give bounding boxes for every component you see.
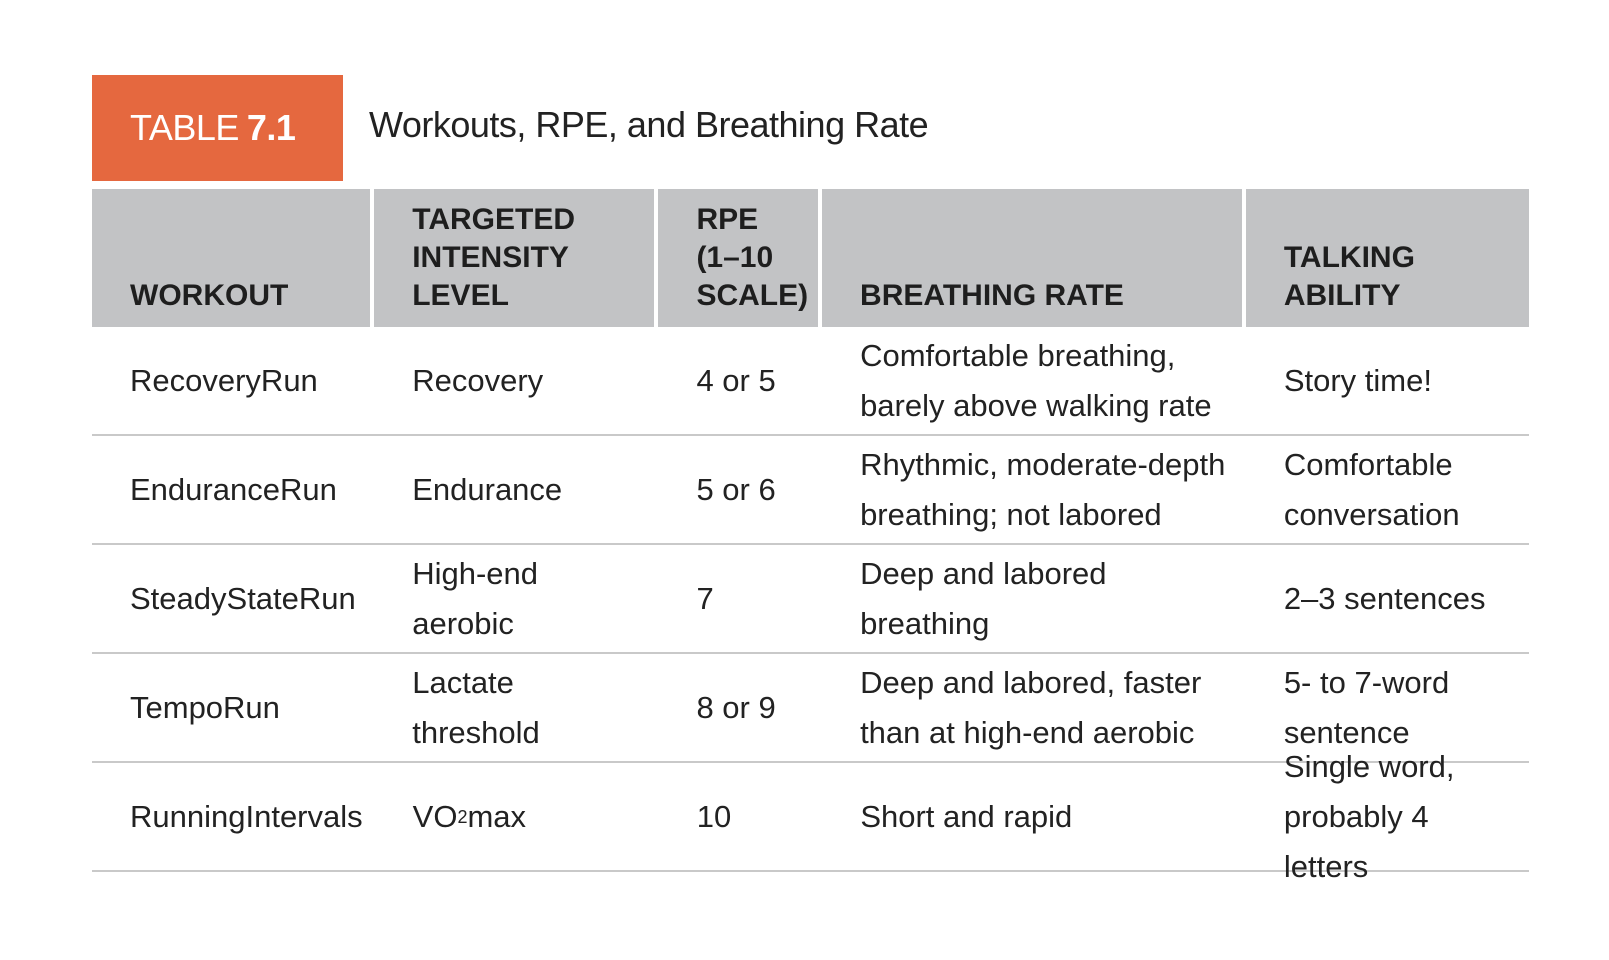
header-breathing-rate: BREATHING RATE (822, 189, 1242, 327)
intensity-suffix: max (467, 798, 527, 834)
cell-workout: EnduranceRun (130, 471, 337, 507)
cell-intensity: Recovery (412, 362, 544, 398)
cell-breathing: Comfortable breathing, barely above walking rate (860, 337, 1212, 423)
cell-breathing: Rhythmic, moderate-depth breathing; not labored (860, 446, 1226, 532)
badge-prefix: TABLE (130, 107, 239, 148)
cell-talking: Story time! (1283, 362, 1432, 398)
table-row (92, 748, 1529, 884)
table-caption: Workouts, RPE, and Breathing Rate (369, 104, 929, 145)
badge-number: 7.1 (246, 107, 296, 148)
cell-talking: 5- to 7-word sentence (1283, 664, 1450, 750)
cell-talking: Single word, probably 4 letters (1283, 748, 1455, 884)
table-row (92, 327, 1529, 436)
cell-talking: 2–3 sentences (1283, 580, 1486, 616)
cell-rpe: 8 or 9 (696, 689, 776, 725)
cell-breathing: Deep and labored breathing (860, 555, 1107, 641)
cell-breathing: Deep and labored, faster than at high-end aerobic (860, 664, 1202, 750)
cell-workout: RunningIntervals (130, 798, 363, 834)
header-talking-ability: TALKING ABILITY (1246, 189, 1529, 327)
cell-rpe: 5 or 6 (696, 471, 776, 507)
intensity-prefix: VO (412, 798, 458, 834)
cell-intensity: Lactate threshold (412, 664, 540, 750)
cell-intensity: High-end aerobic (412, 555, 539, 641)
cell-workout: RecoveryRun (130, 362, 318, 398)
cell-rpe: 7 (696, 580, 714, 616)
table-row (92, 545, 1529, 654)
table-header-row (92, 189, 1529, 327)
cell-breathing: Short and rapid (860, 798, 1073, 834)
cell-workout: SteadyStateRun (130, 580, 356, 616)
workouts-table (92, 189, 1529, 884)
cell-rpe: 10 (696, 798, 732, 834)
header-rpe: RPE (1–10 SCALE) (658, 189, 818, 327)
table-number-badge (92, 75, 343, 181)
cell-intensity: VO 2 max (375, 763, 655, 870)
table-row (92, 436, 1529, 545)
cell-intensity: Endurance (412, 471, 563, 507)
cell-talking: Comfortable conversation (1283, 446, 1460, 532)
header-workout: WORKOUT (92, 189, 370, 327)
cell-rpe: 4 or 5 (696, 362, 776, 398)
cell-workout: TempoRun (130, 689, 280, 725)
header-intensity: TARGETED INTENSITY LEVEL (374, 189, 654, 327)
